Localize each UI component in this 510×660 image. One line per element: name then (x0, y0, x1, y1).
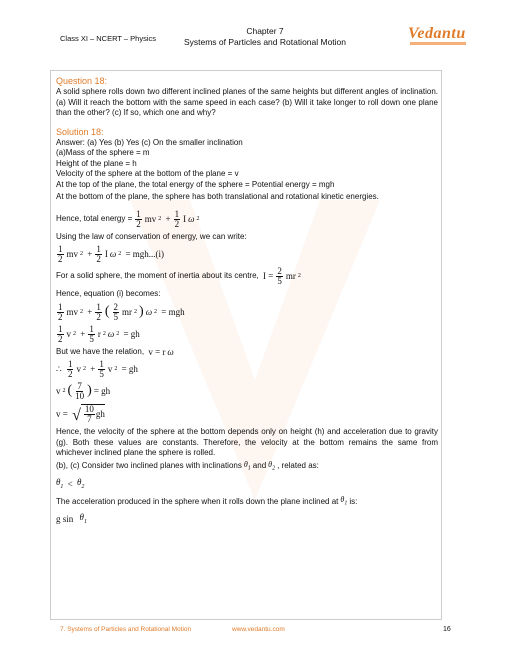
g-sin-label: g sin (56, 514, 74, 525)
footer-chapter: 7. Systems of Particles and Rotational Motion (60, 626, 192, 633)
equation-simplified: $\frac{1}{2}$ v 2 + $\frac{1}{5}$ r 2 ω 2 = gh (58, 323, 140, 344)
part-bc-end: , related as: (277, 461, 319, 471)
velocity-line: Velocity of the sphere at the bottom of the plane = v (56, 169, 239, 178)
total-energy-label: Hence, total energy = (56, 213, 133, 223)
equation-theta-relation: $\theta_1$ < $\theta_2$ (56, 476, 85, 490)
part-bc-line: (b), (c) Consider two inclined planes with inclinations $\theta_1$ and $\theta_2$ , related as: (56, 459, 319, 472)
equation-v-squared: v 2 ( $\frac{7}{10}$ ) = gh (56, 381, 111, 401)
part-bc-and: and (252, 461, 267, 471)
page-number: 16 (443, 626, 451, 633)
question-text: A solid sphere rolls down two different inclined planes of the same heights but different angles of inclination. (a) Will it reach the bottom with the same speed in each case? (b) Will it take longer to roll down one plane than the other? (c) If so, which one and why? (56, 87, 438, 117)
header-class-label: Class XI – NCERT – Physics (60, 34, 157, 43)
equation-substituted: $\frac{1}{2}$ mv 2 + $\frac{1}{2}$ ( $\frac{2}{5}$ mr 2 ) ω 2 = mgh (58, 301, 185, 322)
equation-v: v = √ $\frac{10}{7}$ gh (56, 404, 105, 424)
acceleration-label: The acceleration produced in the sphere when it rolls down the plane inclined at (56, 496, 339, 506)
conclusion-text: Hence, the velocity of the sphere at the bottom depends only on height (h) and acceleration due to gravity (g). Both these values are constants. Therefore, the velocity at the bottom remains the same from whichever inclined plane the sphere is rolled. (56, 427, 438, 457)
footer-website-link[interactable]: www.vedantu.com (232, 626, 285, 633)
part-bc-label: (b), (c) Consider two inclined planes with inclinations (56, 461, 242, 471)
equation-g-sin: g sin $\theta_1$ (56, 511, 87, 525)
equation-total-energy: Hence, total energy = $\frac{1}{2}$ mv 2 + $\frac{1}{2}$ I ω 2 (56, 208, 200, 229)
top-energy-line: At the top of the plane, the total energy of the sphere = Potential energy = mgh (56, 179, 335, 189)
equation-relation: But we have the relation, v = r ω (56, 346, 174, 357)
mass-line: (a)Mass of the sphere = m (56, 148, 150, 157)
equation-moment-of-inertia: For a solid sphere, the moment of inertia about its centre, I = $\frac{2}{5}$ mr 2 (56, 266, 301, 286)
logo-tagline-bar (410, 42, 466, 45)
header-title (150, 26, 380, 48)
equation-i: $\frac{1}{2}$ mv 2 + $\frac{1}{2}$ I ω 2 = mgh...(i) (58, 244, 165, 264)
page-content (56, 76, 438, 530)
height-line: Height of the plane = h (56, 158, 137, 168)
conservation-line: Using the law of conservation of energy, we can write: (56, 231, 247, 241)
vedantu-logo (408, 25, 468, 49)
equation-therefore: ∴ $\frac{1}{2}$ v 2 + $\frac{1}{5}$ v 2 = gh (56, 359, 138, 379)
solution-title: Solution 18: (56, 126, 104, 137)
acceleration-end: is: (349, 496, 358, 506)
moment-label: For a solid sphere, the moment of inertia about its centre, (56, 271, 259, 281)
answer-line: Answer: (a) Yes (b) Yes (c) On the smaller inclination (56, 137, 243, 147)
relation-label: But we have the relation, (56, 346, 145, 356)
equation-becomes-line: Hence, equation (i) becomes: (56, 289, 161, 298)
acceleration-line: The acceleration produced in the sphere when it rolls down the plane inclined at $\theta_1$ is: (56, 494, 358, 507)
logo-text: Vedantu (408, 25, 466, 42)
bottom-energy-line: At the bottom of the plane, the sphere has both translational and rotational kinetic energies. (56, 192, 379, 201)
chapter-label: Chapter 7 (246, 26, 284, 36)
question-title: Question 18: (56, 76, 108, 86)
chapter-subtitle: Systems of Particles and Rotational Motion (183, 37, 347, 47)
